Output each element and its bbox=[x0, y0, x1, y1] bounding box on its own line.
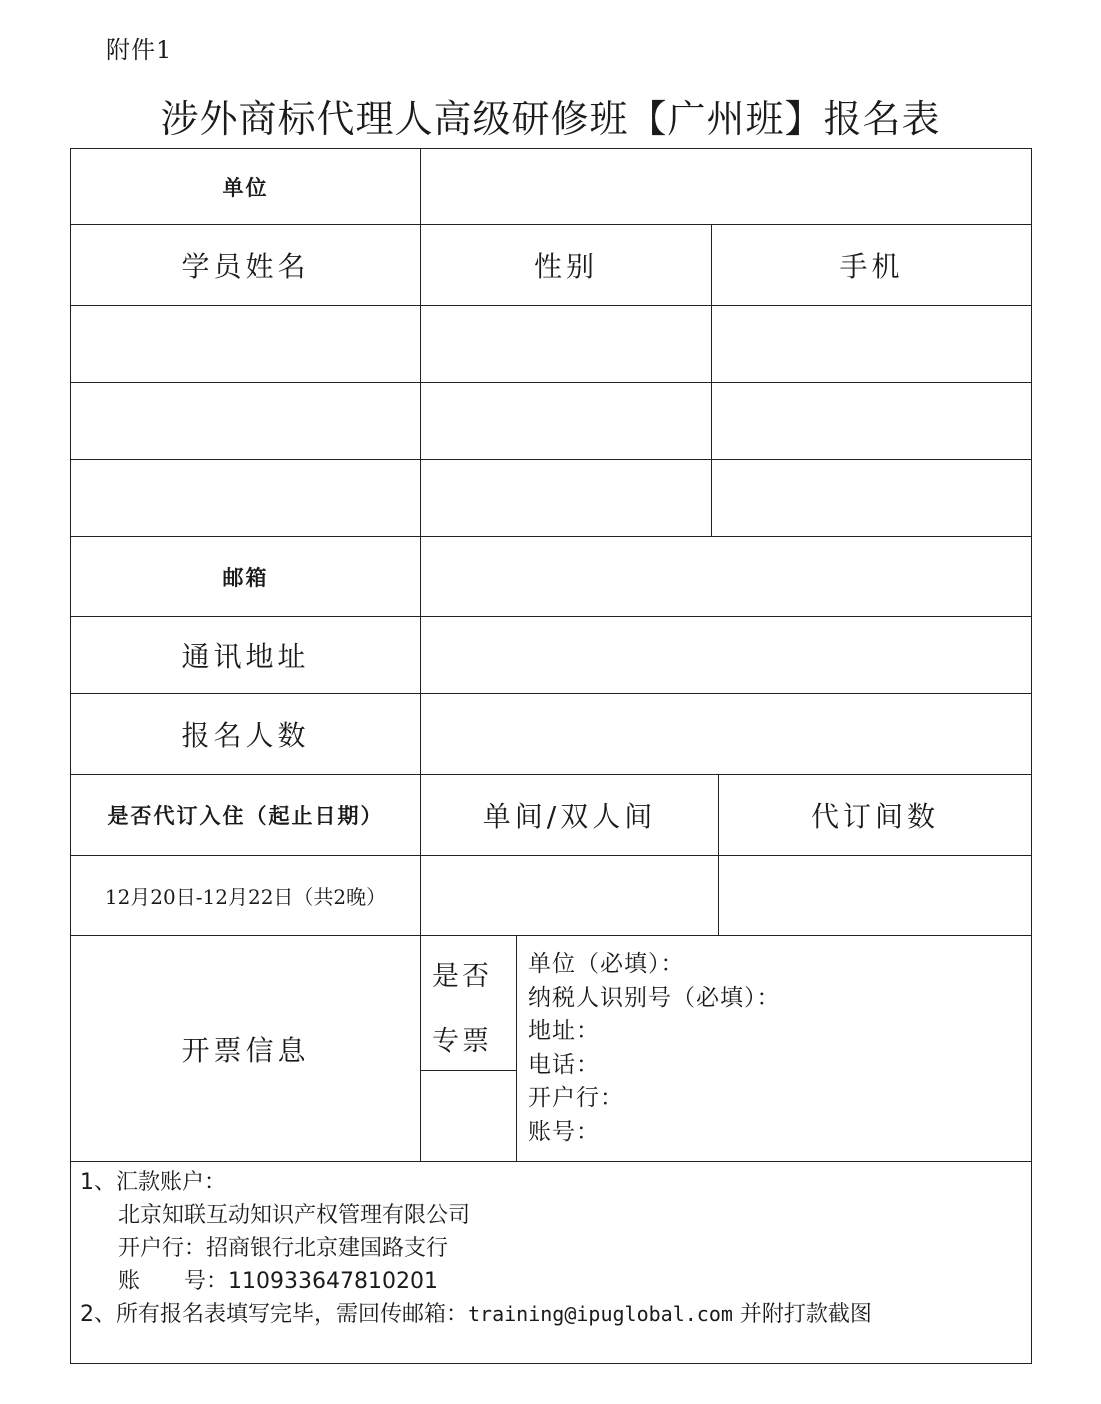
mobile-input[interactable] bbox=[712, 306, 1031, 382]
participant-name-label: 学员姓名 bbox=[181, 250, 310, 283]
mobile-label: 手机 bbox=[839, 250, 904, 283]
mobile-input[interactable] bbox=[712, 460, 1031, 536]
gender-input[interactable] bbox=[421, 383, 711, 459]
room-type-input[interactable] bbox=[421, 856, 718, 935]
submit-prefix: 2、所有报名表填写完毕，需回传邮箱： bbox=[80, 1302, 468, 1327]
page-title: 涉外商标代理人高级研修班【广州班】报名表 bbox=[160, 97, 941, 141]
email-input[interactable] bbox=[421, 537, 1031, 616]
address-input[interactable] bbox=[421, 617, 1031, 693]
participant-name-input[interactable] bbox=[71, 306, 420, 382]
submit-suffix: 并附打款截图 bbox=[732, 1302, 872, 1327]
attachment-label: 附件1 bbox=[106, 36, 173, 64]
invoice-label: 开票信息 bbox=[181, 1033, 310, 1067]
bank-name: 开户行：招商银行北京建国路支行 bbox=[118, 1236, 449, 1261]
invoice-address-field[interactable]: 地址： bbox=[528, 1018, 600, 1045]
invoice-fields bbox=[528, 948, 781, 1150]
unit-input[interactable] bbox=[421, 149, 1031, 224]
email-label: 邮箱 bbox=[222, 565, 269, 590]
payment-notes bbox=[80, 1166, 872, 1331]
special-invoice-input[interactable] bbox=[421, 1071, 516, 1161]
submit-email-link[interactable]: training@ipuglobal.com bbox=[468, 1302, 733, 1326]
row-divider bbox=[70, 1161, 1032, 1162]
participant-name-input[interactable] bbox=[71, 383, 420, 459]
gender-label: 性别 bbox=[533, 250, 598, 283]
form-border-bottom bbox=[70, 1363, 1032, 1364]
room-type-label: 单间/双人间 bbox=[482, 800, 657, 833]
special-invoice-label: 专票 bbox=[432, 1026, 492, 1057]
column-divider bbox=[516, 935, 517, 1161]
participant-name-input[interactable] bbox=[71, 460, 420, 536]
mobile-input[interactable] bbox=[712, 383, 1031, 459]
room-count-input[interactable] bbox=[719, 856, 1031, 935]
account-number: 账 号：110933647810201 bbox=[118, 1269, 438, 1294]
special-invoice-label: 是否 bbox=[432, 961, 492, 992]
submit-instruction bbox=[80, 1298, 872, 1331]
invoice-account-field[interactable]: 账号： bbox=[528, 1118, 600, 1145]
address-label: 通讯地址 bbox=[181, 640, 310, 673]
invoice-phone-field[interactable]: 电话： bbox=[528, 1051, 600, 1078]
remit-heading: 1、汇款账户： bbox=[80, 1170, 226, 1195]
headcount-label: 报名人数 bbox=[181, 719, 310, 752]
lodging-dates: 12月20日-12月22日（共2晚） bbox=[104, 885, 387, 909]
invoice-unit-field[interactable]: 单位（必填）： bbox=[528, 951, 685, 977]
invoice-bank-field[interactable]: 开户行： bbox=[528, 1085, 624, 1112]
room-count-label: 代订间数 bbox=[810, 800, 939, 833]
form-border-right bbox=[1031, 148, 1032, 1364]
unit-label: 单位 bbox=[222, 175, 269, 200]
gender-input[interactable] bbox=[421, 460, 711, 536]
headcount-input[interactable] bbox=[421, 694, 1031, 774]
company-name: 北京知联互动知识产权管理有限公司 bbox=[118, 1203, 471, 1228]
invoice-tax-id-field[interactable]: 纳税人识别号（必填）： bbox=[528, 984, 781, 1011]
lodging-label: 是否代订入住（起止日期） bbox=[107, 804, 384, 828]
gender-input[interactable] bbox=[421, 306, 711, 382]
